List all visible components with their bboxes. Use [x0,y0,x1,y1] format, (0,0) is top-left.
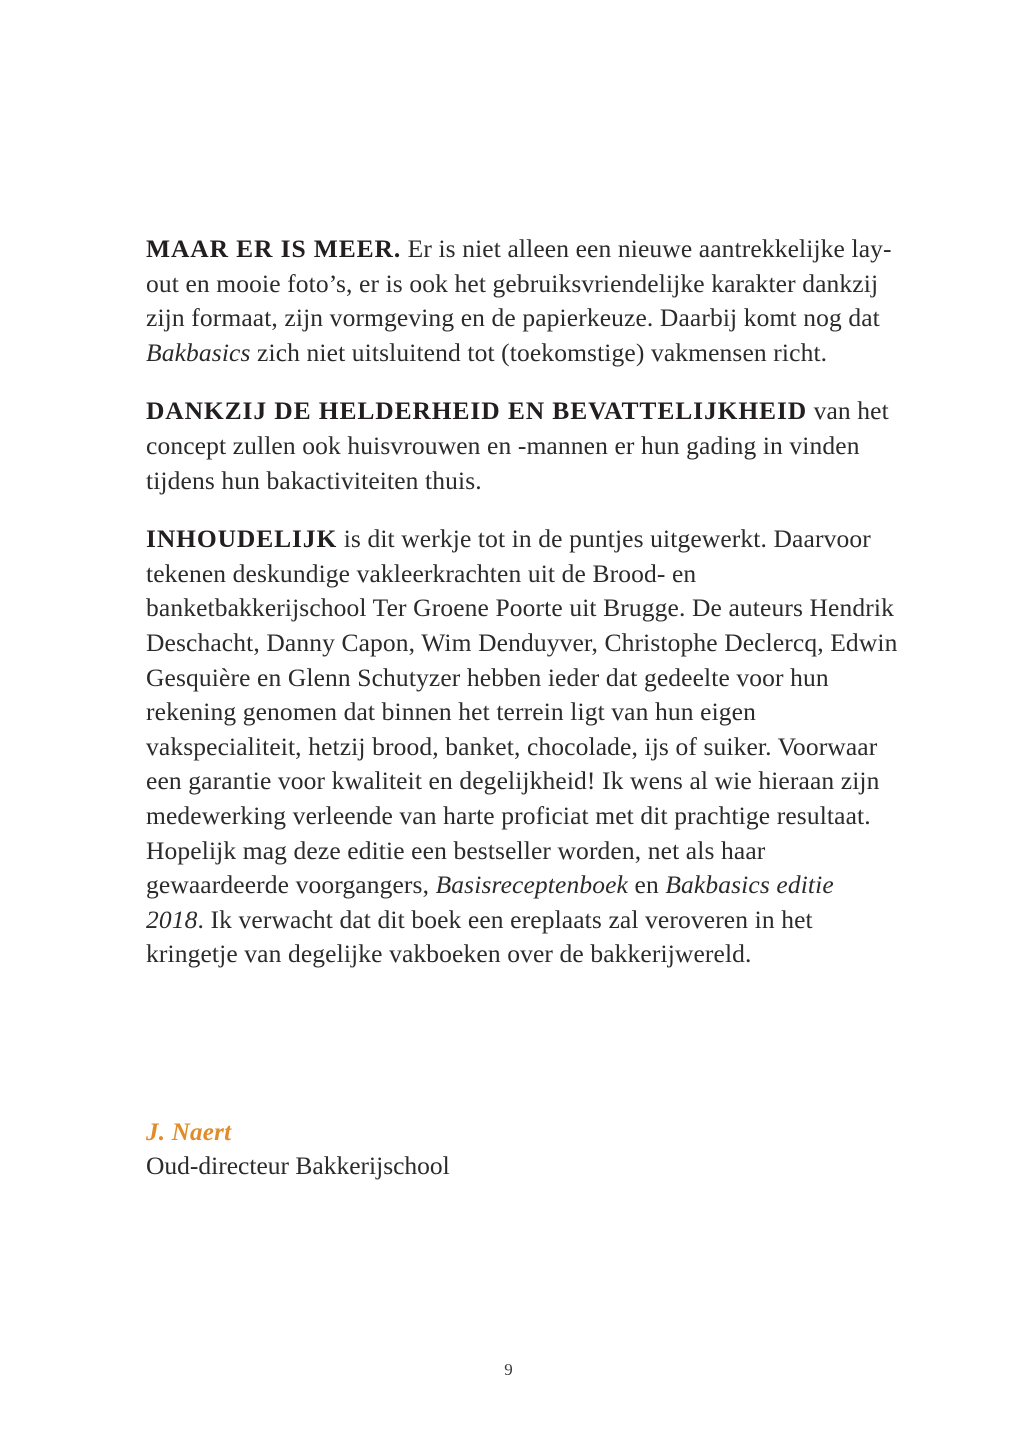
paragraph-1 [146,232,898,370]
paragraph-2-text: van het concept zullen ook huisvrouwen en -mannen er hun gading in vinden tijdens hun bakactiviteiten thuis. [146,396,889,495]
paragraph-3-lead-in: INHOUDELIJK [146,524,338,554]
page-number: 9 [504,1360,513,1379]
paragraph-2-lead-in: DANKZIJ DE HELDERHEID EN BEVATTELIJKHEID [146,396,808,426]
paragraph-1-text-after-title: zich niet uitsluitend tot (toekomstige) vakmensen richt. [250,337,828,367]
paragraph-3 [146,522,898,972]
body-text-column [146,232,898,1014]
paragraph-3-text-part-1: is dit werkje tot in de puntjes uitgewerkt. Daarvoor tekenen deskundige vakleerkrachten uit de Brood- en banketbakkerijschool Ter Groene Poorte uit Brugge. De auteurs Hendrik Deschacht, Danny Capon, Wim Denduyver, Christophe Declercq, Edwin Gesquière en Glenn Schutyzer hebben ieder dat gedeelte voor hun rekening genomen dat binnen het terrein ligt van hun eigen vakspecialiteit, hetzij brood, banket, chocolade, ijs of suiker. Voorwaar een garantie voor kwaliteit en degelijkheid! Ik wens al wie hieraan zijn medewerking verleende van harte proficiat met dit prachtige resultaat. Hopelijk mag deze editie een bestseller worden, net als haar gewaardeerde voorgangers, [146,524,898,900]
signature-block [146,1116,898,1183]
paragraph-3-text-part-3: . Ik verwacht dat dit boek een ereplaats zal veroveren in het kringetje van degelijke vakboeken over de bakkerijwereld. [146,904,813,969]
signature-author-role: Oud-directeur Bakkerijschool [146,1151,450,1180]
paragraph-3-text-part-2: en [628,870,666,900]
paragraph-3-book-title-2: Bakbasics editie 2018 [146,870,834,934]
paragraph-1-lead-in: MAAR ER IS MEER. [146,234,402,263]
signature-author-name: J. Naert [146,1119,232,1146]
paragraph-1-book-title: Bakbasics [146,337,251,367]
paragraph-3-book-title-1: Basisreceptenboek [435,870,628,900]
paragraph-1-text-before-title: Er is niet alleen een nieuwe aantrekkelijke lay-out en mooie foto’s, er is ook het gebruiksvriendelijke karakter dankzij zijn formaat, zijn vormgeving en de papierkeuze. Daarbij komt nog dat [146,234,892,333]
paragraph-2 [146,394,898,498]
